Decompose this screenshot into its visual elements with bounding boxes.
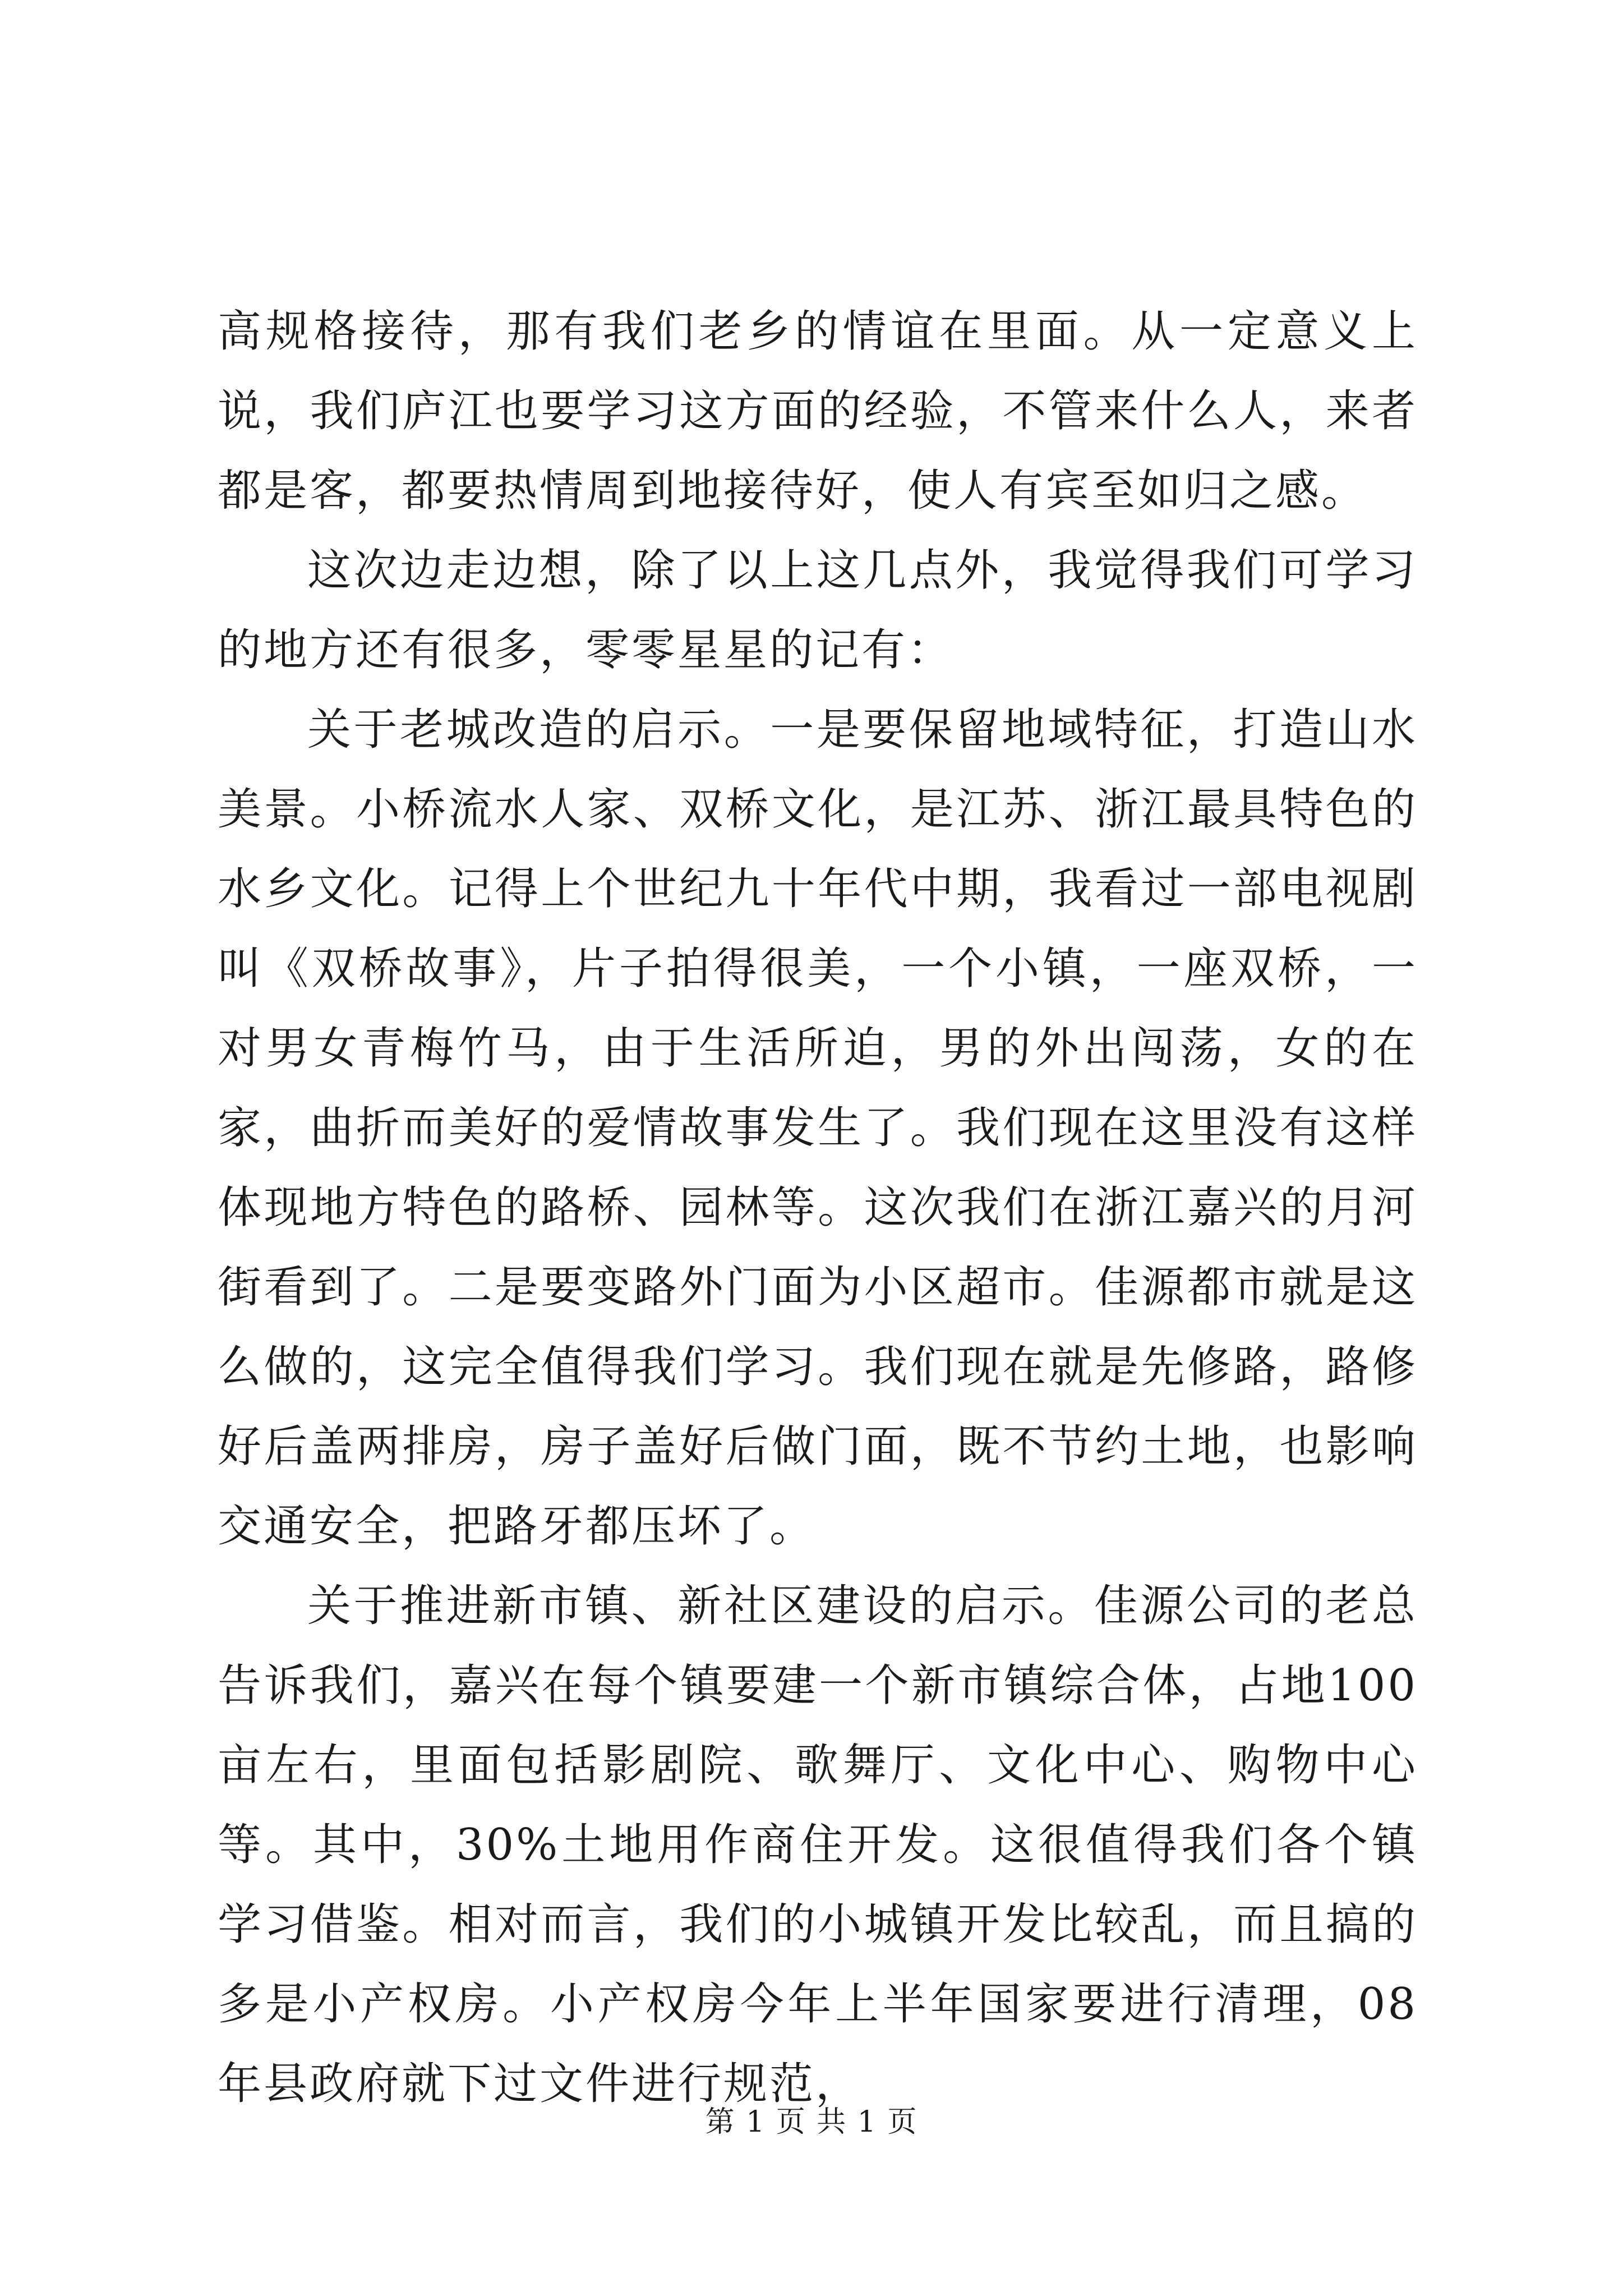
page-footer: 第 1 页 共 1 页 [705, 2105, 918, 2139]
paragraph-continuation: 高规格接待，那有我们老乡的情谊在里面。从一定意义上说，我们庐江也要学习这方面的经验，不管来什么人，来者都是客，都要热情周到地接待好，使人有宾至如归之感。 [218, 306, 1418, 516]
paragraph-old-city-renovation: 关于老城改造的启示。一是要保留地域特征，打造山水美景。小桥流水人家、双桥文化，是江苏、浙江最具特色的水乡文化。记得上个世纪九十年代中期，我看过一部电视剧叫《双桥故事》，片子拍得很美，一个小镇，一座双桥，一对男女青梅竹马，由于生活所迫，男的外出闯荡，女的在家，曲折而美好的爱情故事发生了。我们现在这里没有这样体现地方特色的路桥、园林等。这次我们在浙江嘉兴的月河街看到了。二是要变路外门面为小区超市。佳源都市就是这么做的，这完全值得我们学习。我们现在就是先修路，路修好后盖两排房，房子盖好后做门面，既不节约土地，也影响交通安全，把路牙都压坏了。 [218, 705, 1418, 1552]
paragraph-learning-points: 这次边走边想，除了以上这几点外，我觉得我们可学习的地方还有很多，零零星星的记有： [218, 545, 1418, 675]
paragraph-new-town-construction: 关于推进新市镇、新社区建设的启示。佳源公司的老总告诉我们，嘉兴在每个镇要建一个新市镇综合体，占地100亩左右，里面包括影剧院、歌舞厅、文化中心、购物中心等。其中，30%土地用作商住开发。这很值得我们各个镇学习借鉴。相对而言，我们的小城镇开发比较乱，而且搞的多是小产权房。小产权房今年上半年国家要进行清理，08年县政府就下过文件进行规范， [218, 1581, 1418, 2109]
document-body [218, 292, 1418, 2124]
